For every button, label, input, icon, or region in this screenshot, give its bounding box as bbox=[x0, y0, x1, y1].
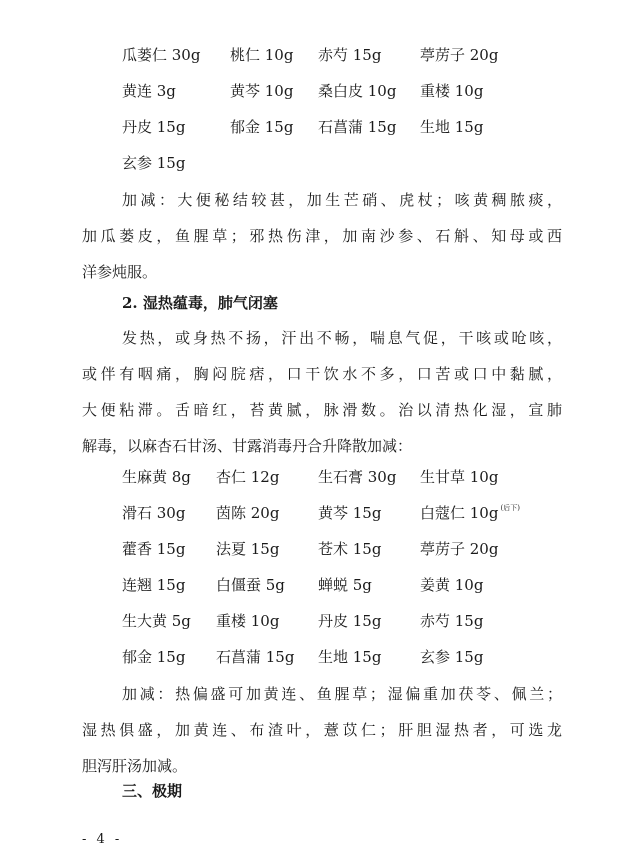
herb-item: 重楼 10g bbox=[420, 82, 484, 100]
herb-row bbox=[0, 534, 640, 562]
herb-note: (后下) bbox=[500, 504, 520, 512]
herb-item: 葶苈子 20g bbox=[420, 540, 499, 558]
text-line: 湿热俱盛，加黄连、布渣叶，薏苡仁；肝胆湿热者，可选龙 bbox=[82, 721, 562, 739]
herb-item: 藿香 15g bbox=[122, 540, 186, 558]
herb-item: 生地 15g bbox=[318, 648, 382, 666]
herb-item: 生甘草 10g bbox=[420, 468, 499, 486]
herb-item: 姜黄 10g bbox=[420, 576, 484, 594]
herb-item: 赤芍 15g bbox=[420, 612, 484, 630]
text-line: 加减：热偏盛可加黄连、鱼腥草；湿偏重加茯苓、佩兰； bbox=[122, 685, 562, 703]
herb-item: 黄连 3g bbox=[122, 82, 176, 100]
text-line: 解毒，以麻杏石甘汤、甘露消毒丹合升降散加减： bbox=[82, 437, 413, 455]
herb-item: 郁金 15g bbox=[122, 648, 186, 666]
section-3-heading: 三、极期 bbox=[122, 782, 183, 800]
page-number: - 4 - bbox=[82, 832, 123, 847]
herb-item: 法夏 15g bbox=[216, 540, 280, 558]
herb-item: 重楼 10g bbox=[216, 612, 280, 630]
section-2-description bbox=[82, 320, 562, 464]
herb-row bbox=[0, 462, 640, 490]
herb-row bbox=[0, 112, 640, 140]
section-2-heading: 2. 湿热蕴毒，肺气闭塞 bbox=[122, 294, 278, 312]
text-line: 胆泻肝汤加减。 bbox=[82, 757, 188, 775]
herb-item: 蝉蜕 5g bbox=[318, 576, 372, 594]
herb-item: 玄参 15g bbox=[420, 648, 484, 666]
herb-item: 赤芍 15g bbox=[318, 46, 382, 64]
herb-item: 苍术 15g bbox=[318, 540, 382, 558]
herb-item: 生地 15g bbox=[420, 118, 484, 136]
herb-item: 石菖蒲 15g bbox=[216, 648, 295, 666]
herb-item: 黄芩 10g bbox=[230, 82, 294, 100]
herb-item bbox=[420, 502, 520, 523]
herb-item: 桃仁 10g bbox=[230, 46, 294, 64]
herb-item: 丹皮 15g bbox=[318, 612, 382, 630]
text-line: 大便粘滞。舌暗红，苔黄腻，脉滑数。治以清热化湿，宣肺 bbox=[82, 401, 562, 419]
herb-item: 连翘 15g bbox=[122, 576, 186, 594]
herb-item: 生麻黄 8g bbox=[122, 468, 191, 486]
herb-item: 石菖蒲 15g bbox=[318, 118, 397, 136]
herb-item: 玄参 15g bbox=[122, 154, 186, 172]
herb-item: 瓜蒌仁 30g bbox=[122, 46, 201, 64]
herb-item: 丹皮 15g bbox=[122, 118, 186, 136]
text-line: 或伴有咽痛，胸闷脘痞，口干饮水不多，口苦或口中黏腻， bbox=[82, 365, 562, 383]
herb-item-text: 白蔻仁 10g bbox=[420, 504, 499, 522]
modification-1 bbox=[82, 182, 562, 290]
herb-item: 茵陈 20g bbox=[216, 504, 280, 522]
herb-item: 生大黄 5g bbox=[122, 612, 191, 630]
herb-item: 桑白皮 10g bbox=[318, 82, 397, 100]
herb-row bbox=[0, 642, 640, 670]
herb-row bbox=[0, 76, 640, 104]
herb-item: 杏仁 12g bbox=[216, 468, 280, 486]
text-line: 洋参炖服。 bbox=[82, 263, 158, 281]
herb-row bbox=[0, 570, 640, 598]
herb-row bbox=[0, 498, 640, 526]
herb-item: 白僵蚕 5g bbox=[216, 576, 285, 594]
herb-item: 生石膏 30g bbox=[318, 468, 397, 486]
text-line: 加减：大便秘结较甚，加生芒硝、虎杖；咳黄稠脓痰， bbox=[122, 191, 562, 209]
herb-item: 黄芩 15g bbox=[318, 504, 382, 522]
herb-item: 郁金 15g bbox=[230, 118, 294, 136]
herb-row bbox=[0, 40, 640, 68]
herb-item: 葶苈子 20g bbox=[420, 46, 499, 64]
text-line: 加瓜蒌皮，鱼腥草；邪热伤津，加南沙参、石斛、知母或西 bbox=[82, 227, 562, 245]
herb-row bbox=[0, 148, 640, 176]
text-line: 发热，或身热不扬，汗出不畅，喘息气促，干咳或呛咳， bbox=[122, 329, 562, 347]
herb-row bbox=[0, 606, 640, 634]
herb-item: 滑石 30g bbox=[122, 504, 186, 522]
modification-2 bbox=[82, 676, 562, 784]
